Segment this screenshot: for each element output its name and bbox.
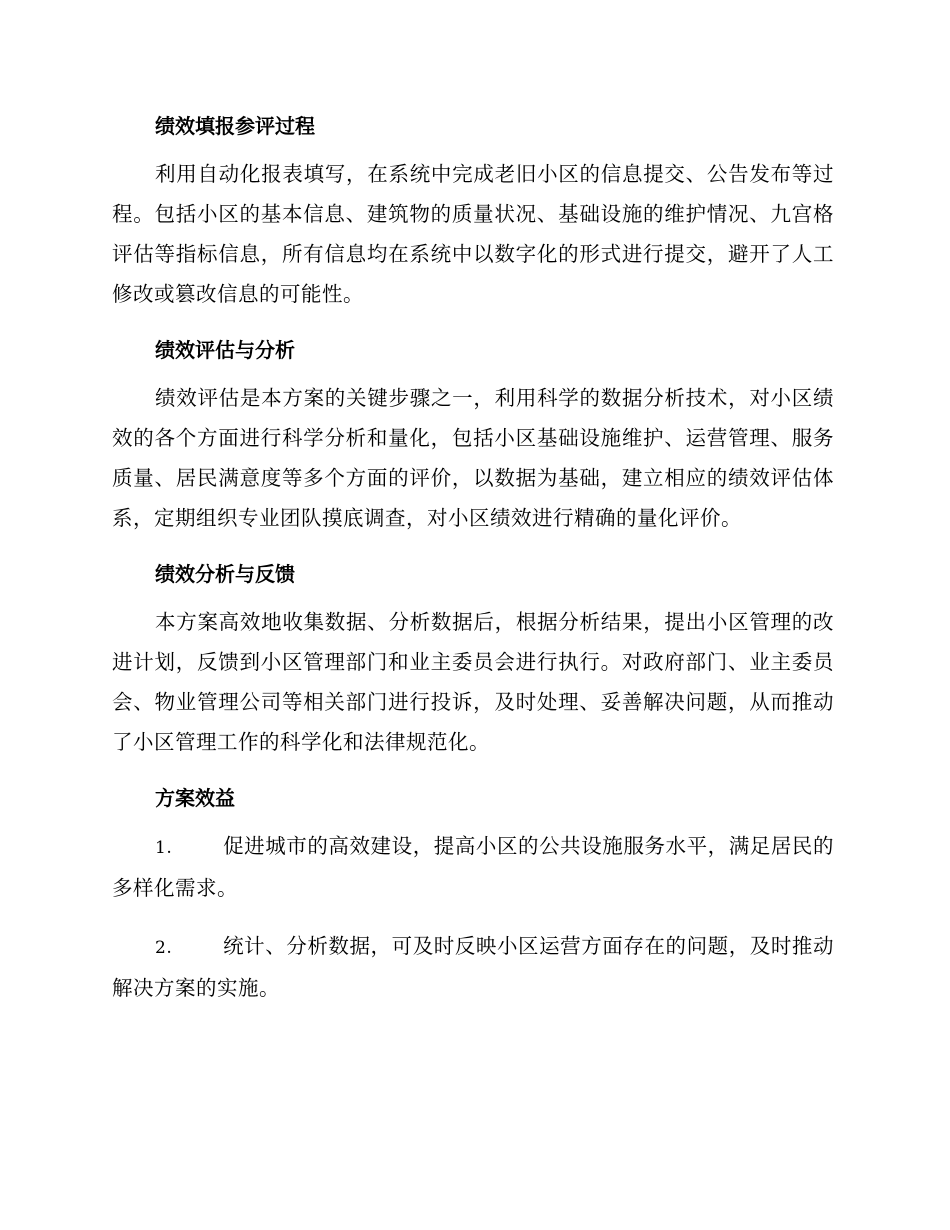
section-performance-reporting	[112, 108, 834, 314]
section-performance-evaluation	[112, 332, 834, 538]
section-paragraph: 本方案高效地收集数据、分析数据后，根据分析结果，提出小区管理的改进计划，反馈到小区管理部门和业主委员会进行执行。对政府部门、业主委员会、物业管理公司等相关部门进行投诉，及时处理、妥善解决问题，从而推动了小区管理工作的科学化和法律规范化。	[112, 610, 834, 754]
section-paragraph: 利用自动化报表填写，在系统中完成老旧小区的信息提交、公告发布等过程。包括小区的基本信息、建筑物的质量状况、基础设施的维护情况、九宫格评估等指标信息，所有信息均在系统中以数字化的形式进行提交，避开了人工修改或篡改信息的可能性。	[112, 162, 834, 306]
list-item-text: 促进城市的高效建设，提高小区的公共设施服务水平，满足居民的多样化需求。	[112, 834, 834, 900]
section-paragraph: 绩效评估是本方案的关键步骤之一，利用科学的数据分析技术，对小区绩效的各个方面进行科学分析和量化，包括小区基础设施维护、运营管理、服务质量、居民满意度等多个方面的评价，以数据为基础，建立相应的绩效评估体系，定期组织专业团队摸底调查，对小区绩效进行精确的量化评价。	[112, 386, 834, 530]
section-heading: 绩效评估与分析	[155, 338, 295, 362]
section-heading: 方案效益	[155, 786, 235, 810]
section-performance-feedback	[112, 556, 834, 762]
list-item-number: 2.	[155, 938, 173, 958]
list-item-number: 1.	[155, 838, 173, 858]
section-heading: 绩效分析与反馈	[155, 562, 295, 586]
list-item-text: 统计、分析数据，可及时反映小区运营方面存在的问题，及时推动解决方案的实施。	[112, 934, 834, 1000]
section-heading: 绩效填报参评过程	[155, 114, 315, 138]
section-benefits	[112, 780, 834, 1008]
list-item	[112, 826, 834, 908]
list-item	[112, 926, 834, 1008]
